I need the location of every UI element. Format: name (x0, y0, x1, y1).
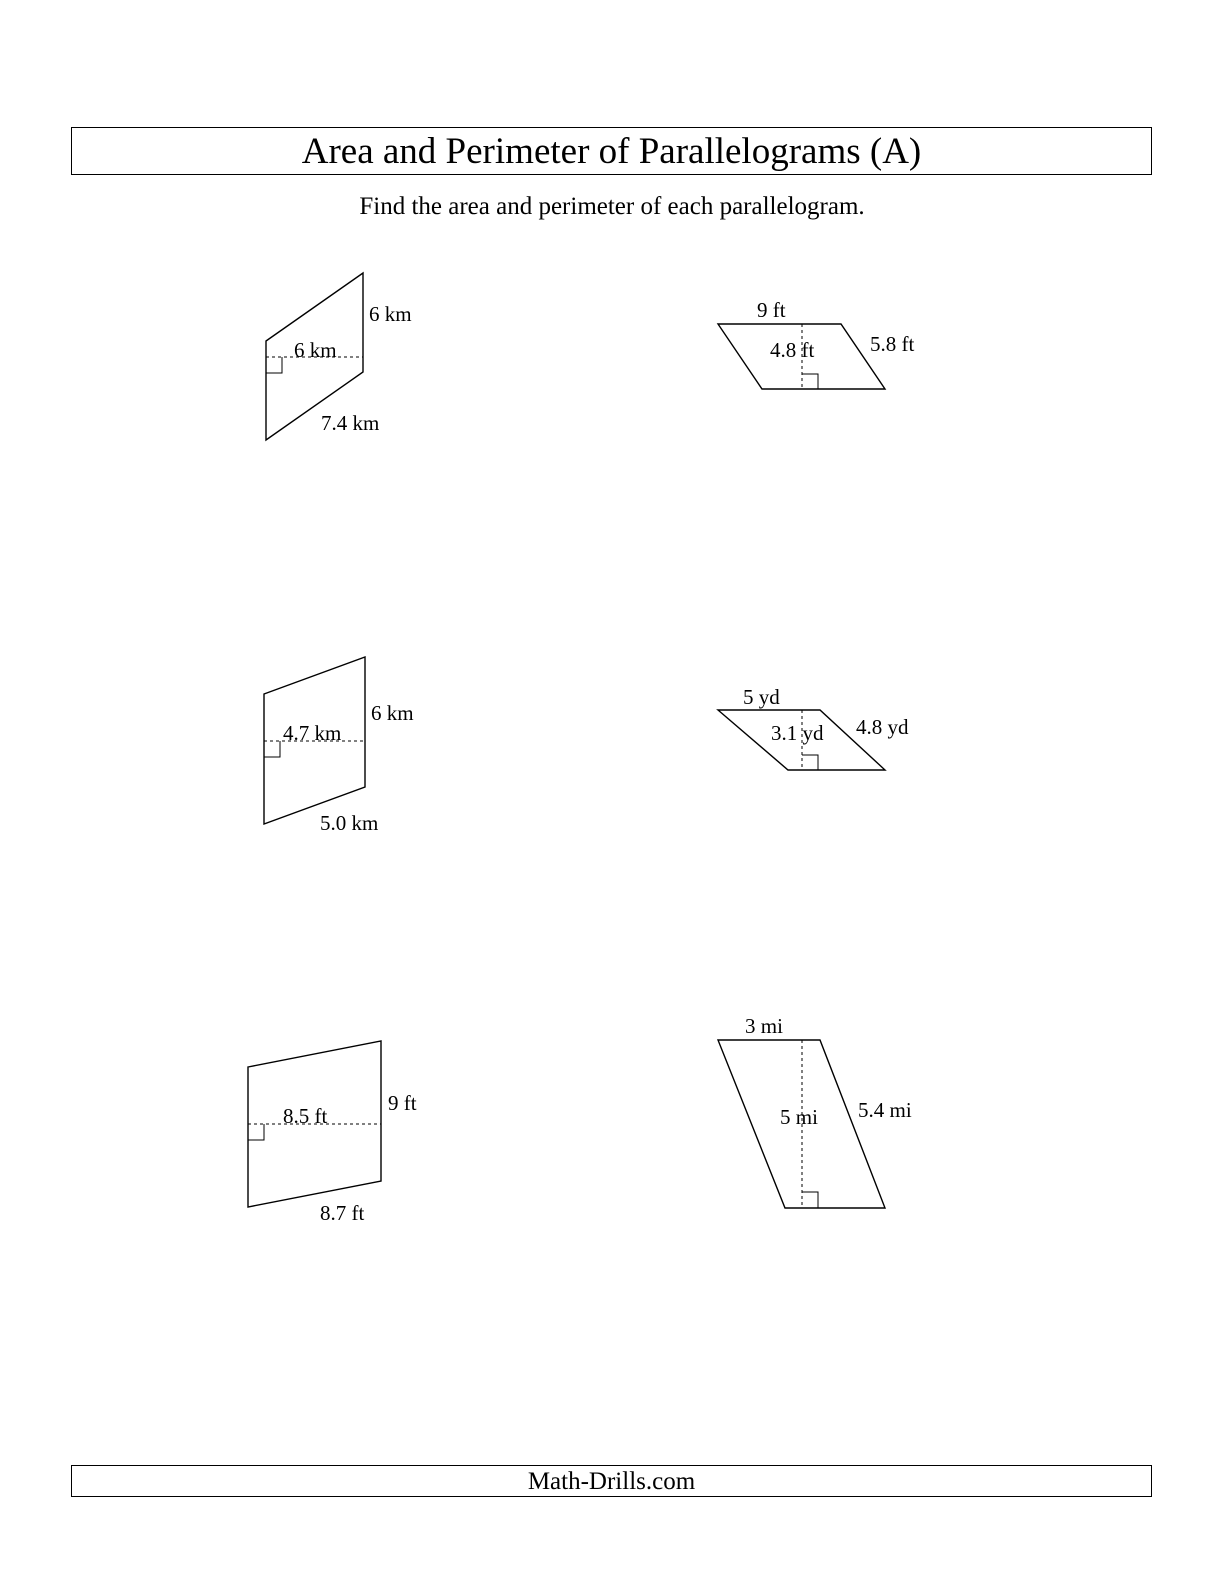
problem-1 (266, 273, 412, 440)
problem-4 (718, 685, 909, 770)
base-label-6: 3 mi (745, 1014, 783, 1038)
right-angle-marker-4 (802, 755, 818, 770)
height-label-1: 6 km (294, 338, 337, 362)
problem-3 (264, 657, 414, 835)
side-label-1: 6 km (369, 302, 412, 326)
right-angle-marker-5 (248, 1124, 264, 1140)
right-angle-marker-6 (802, 1192, 818, 1208)
base-label-5: 8.7 ft (320, 1201, 365, 1225)
instructions: Find the area and perimeter of each parallelogram. (359, 193, 865, 220)
base-label-2: 9 ft (757, 298, 786, 322)
side-label-3: 6 km (371, 701, 414, 725)
footer-site-name: Math-Drills.com (527, 1467, 696, 1495)
problem-5 (248, 1041, 417, 1225)
base-label-3: 5.0 km (320, 811, 379, 835)
side-label-2: 5.8 ft (870, 332, 915, 356)
right-angle-marker-3 (264, 741, 280, 757)
base-label-1: 7.4 km (321, 411, 380, 435)
base-label-4: 5 yd (743, 685, 780, 709)
side-label-4: 4.8 yd (856, 715, 909, 739)
height-label-3: 4.7 km (283, 721, 342, 745)
right-angle-marker-1 (266, 357, 282, 373)
footer-box (71, 1465, 1152, 1497)
side-label-6: 5.4 mi (858, 1098, 912, 1122)
side-label-5: 9 ft (388, 1091, 417, 1115)
height-label-6: 5 mi (780, 1105, 818, 1129)
page-title: Area and Perimeter of Parallelograms (A) (301, 130, 922, 172)
height-label-5: 8.5 ft (283, 1104, 328, 1128)
problem-2 (718, 298, 914, 389)
problem-6 (718, 1014, 912, 1208)
height-label-4: 3.1 yd (771, 721, 824, 745)
height-label-2: 4.8 ft (770, 338, 815, 362)
right-angle-marker-2 (802, 374, 818, 389)
